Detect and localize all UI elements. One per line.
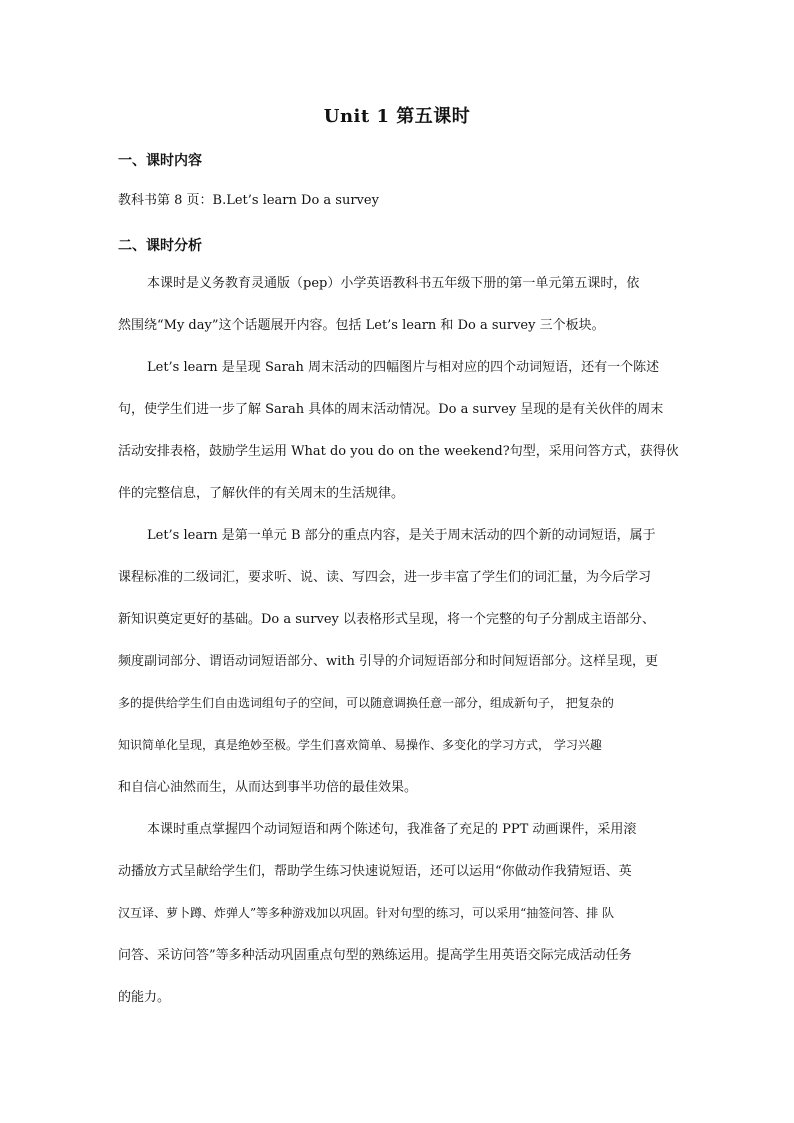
page-title: Unit 1 第五课时	[323, 106, 471, 127]
paragraph-line: 频度副词部分、谓语动词短语部分、with 引导的介词短语部分和时间短语部分。这样呈现，更	[118, 654, 659, 669]
paragraph-line: 新知识奠定更好的基础。Do a survey 以表格形式呈现，将一个完整的句子分割成主语部分、	[118, 612, 656, 627]
paragraph-line: 问答、采访问答”等多种活动巩固重点句型的熟练运用。提高学生用英语交际完成活动任务	[118, 948, 632, 963]
section-heading-analysis: 二、课时分析	[118, 238, 202, 254]
paragraph-line: 伴的完整信息，了解伙伴的有关周末的生活规律。	[118, 486, 405, 501]
paragraph-line: 本课时重点掌握四个动词短语和两个陈述句，我准备了充足的 PPT 动画课件，采用滚	[147, 822, 637, 837]
paragraph-line: 的能力。	[118, 990, 171, 1005]
paragraph-line: 多的提供给学生们自由选词组句子的空间，可以随意调换任意一部分，组成新句子， 把复杂的	[118, 696, 614, 710]
paragraph-line: 动播放方式呈献给学生们，帮助学生练习快速说短语，还可以运用“你做动作我猜短语、英	[118, 864, 632, 879]
paragraph-line: 然围绕“My day”这个话题展开内容。包括 Let’s learn 和 Do a survey 三个板块。	[118, 318, 605, 333]
section-heading-content: 一、课时内容	[118, 153, 202, 169]
paragraph-line: 和自信心油然而生，从而达到事半功倍的最佳效果。	[118, 780, 418, 795]
content-line: 教科书第 8 页：B.Let’s learn Do a survey	[118, 193, 379, 208]
paragraph-line: 课程标准的二级词汇，要求听、说、读、写四会，进一步丰富了学生们的词汇量，为今后学习	[118, 570, 652, 585]
paragraph-line: Let’s learn 是第一单元 B 部分的重点内容，是关于周末活动的四个新的动词短语，属于	[147, 528, 656, 543]
paragraph-line: Let’s learn 是呈现 Sarah 周末活动的四幅图片与相对应的四个动词短语，还有一个陈述	[147, 360, 660, 375]
paragraph-line: 句，使学生们进一步了解 Sarah 具体的周末活动情况。Do a survey 呈现的是有关伙伴的周末	[118, 402, 664, 417]
paragraph-line: 本课时是义务教育灵通版（pep）小学英语教科书五年级下册的第一单元第五课时，依	[147, 276, 640, 291]
paragraph-line: 活动安排表格，鼓励学生运用 What do you do on the weekend?句型，采用问答方式，获得伙	[118, 444, 679, 459]
paragraph-line: 知识简单化呈现，真是绝妙至极。学生们喜欢简单、易操作、多变化的学习方式， 学习兴趣	[118, 738, 602, 752]
paragraph-line: 汉互译、萝卜蹲、炸弹人”等多种游戏加以巩固。针对句型的练习，可以采用“抽签问答、排 队	[118, 906, 615, 920]
